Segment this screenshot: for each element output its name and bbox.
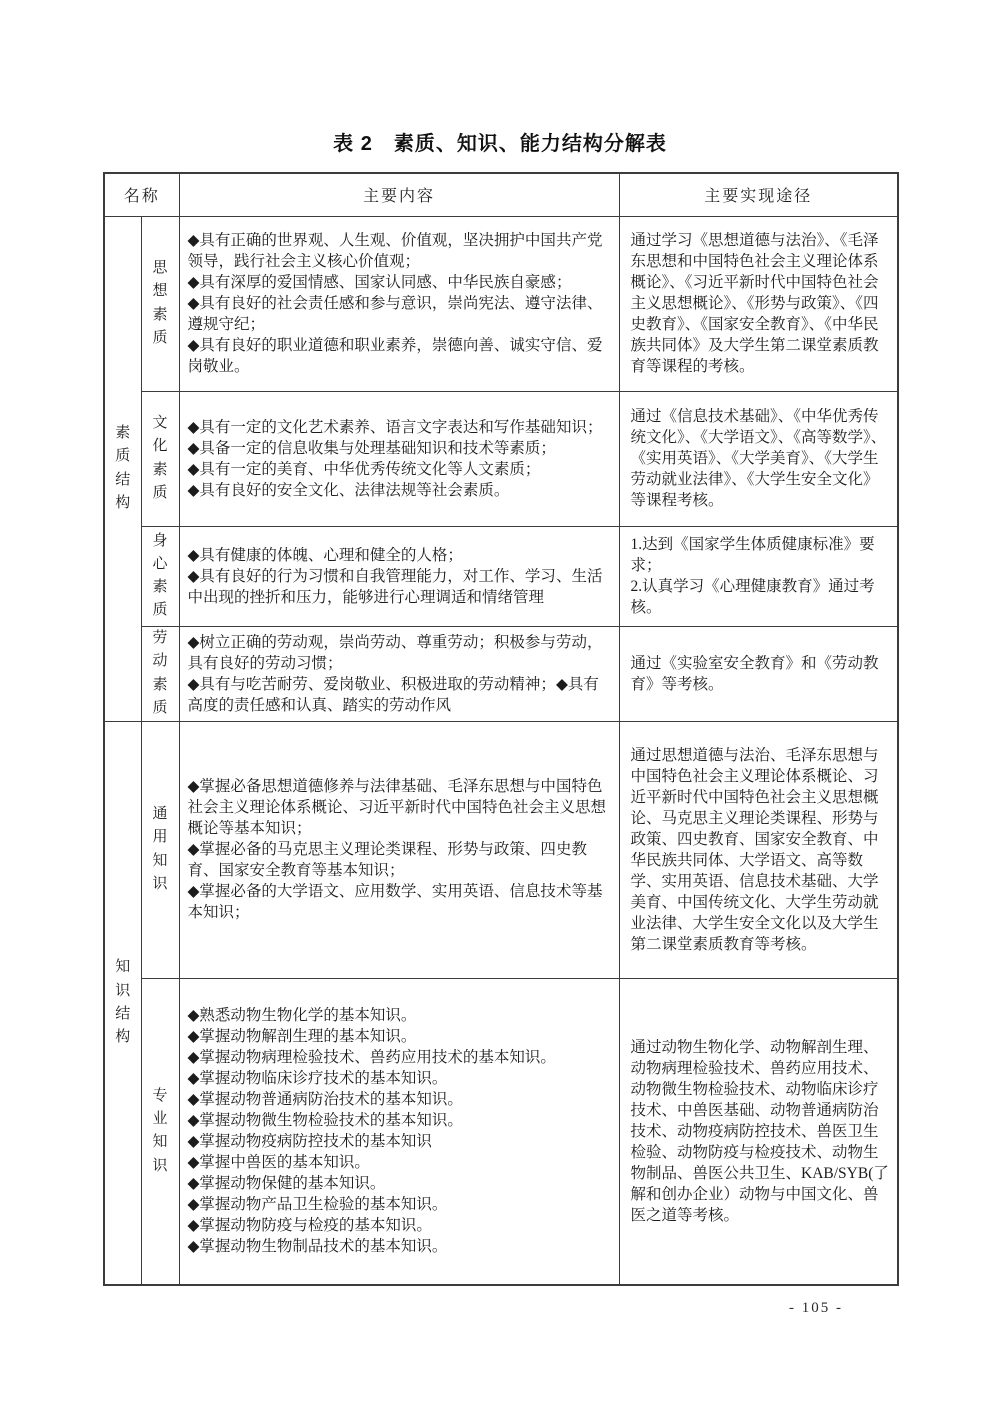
text-item: ◆掌握中兽医的基本知识。: [187, 1154, 370, 1172]
path-cell: [619, 216, 898, 391]
path-cell: [619, 721, 898, 978]
table-row: [104, 978, 898, 1285]
text-item: 通过学习《思想道德与法治》、《毛泽东思想和中国特色社会主义理论体系概论》、《习近平新时代中国特色社会主义思想概论》、《形势与政策》、《四史教育》、《国家安全教育》、《中华民族共同体》及大学生第二课堂素质教育等课程的考核。: [630, 232, 879, 375]
text-item: 通过思想道德与法治、毛泽东思想与中国特色社会主义理论体系概论、习近平新时代中国特色社会主义思想概论、马克思主义理论类课程、形势与政策、四史教育、国家安全教育、中华民族共同体、大学语文、高等数学、实用英语、信息技术基础、大学美育、中国传统文化、大学生劳动就业法律、大学生安全文化以及大学生第二课堂素质教育等考核。: [630, 746, 879, 953]
text-item: ◆具有健康的体魄、心理和健全的人格；: [187, 546, 463, 564]
text-item: ◆掌握动物普通病防治技术的基本知识。: [187, 1091, 463, 1109]
text-item: ◆掌握动物临床诊疗技术的基本知识。: [187, 1070, 448, 1088]
table-row: [104, 626, 898, 721]
row-label: 劳动素质: [152, 630, 168, 716]
row-label-cell-laodong-suzhi: [141, 626, 179, 721]
row-label: 身心素质: [152, 532, 168, 619]
content-cell: [179, 526, 619, 626]
group-label: 素质结构: [115, 425, 131, 511]
row-label: 思想素质: [152, 260, 168, 346]
path-cell: [619, 978, 898, 1285]
text-item: ◆掌握动物防疫与检疫的基本知识。: [187, 1217, 432, 1235]
row-label-cell-zhuanye-zhishi: [141, 978, 179, 1285]
table-row: [104, 391, 898, 526]
column-header-content: 主要内容: [179, 173, 619, 216]
path-cell: [619, 526, 898, 626]
text-item: 通过《信息技术基础》、《中华优秀传统文化》、《大学语文》、《高等数学》、《实用英语》、《大学美育》、《大学生劳动就业法律》、《大学生安全文化》等课程考核。: [630, 408, 887, 509]
text-item: ◆具有良好的职业道德和职业素养，崇德向善、诚实守信、爱岗敬业。: [187, 337, 603, 375]
content-cell: [179, 721, 619, 978]
text-item: 1.达到《国家学生体质健康标准》要求；: [630, 536, 875, 574]
content-cell: [179, 216, 619, 391]
row-label-cell-sixiang-suzhi: [141, 216, 179, 391]
text-item: ◆树立正确的劳动观，崇尚劳动、尊重劳动；积极参与劳动，具有良好的劳动习惯；: [187, 633, 603, 672]
text-item: ◆掌握必备的大学语文、应用数学、实用英语、信息技术等基本知识；: [187, 883, 603, 921]
text-item: ◆具有良好的安全文化、法律法规等社会素质。: [187, 481, 510, 499]
row-label: 文化素质: [152, 415, 168, 501]
text-item: ◆具有良好的行为习惯和自我管理能力，对工作、学习、生活中出现的挫折和压力，能够进行心理调适和情绪管理: [187, 567, 603, 606]
text-item: 2.认真学习《心理健康教育》通过考核。: [630, 578, 875, 616]
row-label-cell-shenxin-suzhi: [141, 526, 179, 626]
row-label-cell-tongyong-zhishi: [141, 721, 179, 978]
text-item: ◆具有良好的社会责任感和参与意识，崇尚宪法、遵守法律、遵规守纪；: [187, 295, 603, 333]
group-cell-zhishi-jiegou: [104, 721, 141, 1285]
text-item: ◆掌握动物疫病防控技术的基本知识: [187, 1133, 432, 1151]
text-item: ◆掌握动物微生物检验技术的基本知识。: [187, 1112, 463, 1130]
text-item: ◆具有一定的美育、中华优秀传统文化等人文素质；: [187, 460, 541, 478]
row-label: 专业知识: [152, 1087, 168, 1174]
table-row: [104, 216, 898, 391]
text-item: ◆掌握动物病理检验技术、兽药应用技术的基本知识。: [187, 1049, 556, 1067]
group-cell-suzhi-jiegou: [104, 216, 141, 721]
page-title: 表 2 素质、知识、能力结构分解表: [333, 133, 667, 155]
path-cell: [619, 626, 898, 721]
table-header-row: [104, 173, 898, 216]
text-item: ◆掌握动物保健的基本知识。: [187, 1175, 386, 1193]
text-item: ◆掌握动物解剖生理的基本知识。: [187, 1028, 417, 1046]
structure-table: [103, 172, 899, 1286]
column-header-path: 主要实现途径: [619, 173, 898, 216]
content-cell: [179, 391, 619, 526]
content-cell: [179, 978, 619, 1285]
text-item: 通过动物生物化学、动物解剖生理、动物病理检验技术、兽药应用技术、动物微生物检验技术、动物临床诊疗技术、中兽医基础、动物普通病防治技术、动物疫病防控技术、兽医卫生检验、动物防疫与检疫技术、动物生物制品、兽医公共卫生、KAB/SYB(了解和创办企业）动物与中国文化、兽医之道等考核。: [630, 1038, 889, 1224]
row-label: 通用知识: [152, 806, 168, 892]
content-cell: [179, 626, 619, 721]
text-item: ◆掌握必备的马克思主义理论类课程、形势与政策、四史教育、国家安全教育等基本知识；: [187, 841, 587, 879]
group-label: 知识结构: [115, 959, 131, 1045]
text-item: ◆具备一定的信息收集与处理基础知识和技术等素质；: [187, 439, 556, 457]
text-item: ◆具有与吃苦耐劳、爱岗敬业、积极进取的劳动精神；◆具有高度的责任感和认真、踏实的劳动作风: [187, 675, 599, 714]
row-label-cell-wenhua-suzhi: [141, 391, 179, 526]
page-number: - 105 -: [789, 1300, 843, 1316]
text-item: ◆具有正确的世界观、人生观、价值观，坚决拥护中国共产党领导，践行社会主义核心价值观；: [187, 232, 603, 270]
text-item: ◆熟悉动物生物化学的基本知识。: [187, 1007, 417, 1025]
text-item: ◆掌握动物产品卫生检验的基本知识。: [187, 1196, 448, 1214]
table-row: [104, 526, 898, 626]
text-item: ◆掌握必备思想道德修养与法律基础、毛泽东思想与中国特色社会主义理论体系概论、习近平新时代中国特色社会主义思想概论等基本知识；: [187, 778, 607, 837]
column-header-name: 名称: [104, 173, 179, 216]
text-item: ◆具有深厚的爱国情感、国家认同感、中华民族自豪感；: [187, 274, 572, 291]
text-item: ◆具有一定的文化艺术素养、语言文字表达和写作基础知识；: [187, 418, 603, 436]
table-row: [104, 721, 898, 978]
text-item: ◆掌握动物生物制品技术的基本知识。: [187, 1238, 448, 1256]
path-cell: [619, 391, 898, 526]
text-item: 通过《实验室安全教育》和《劳动教育》等考核。: [630, 654, 879, 693]
